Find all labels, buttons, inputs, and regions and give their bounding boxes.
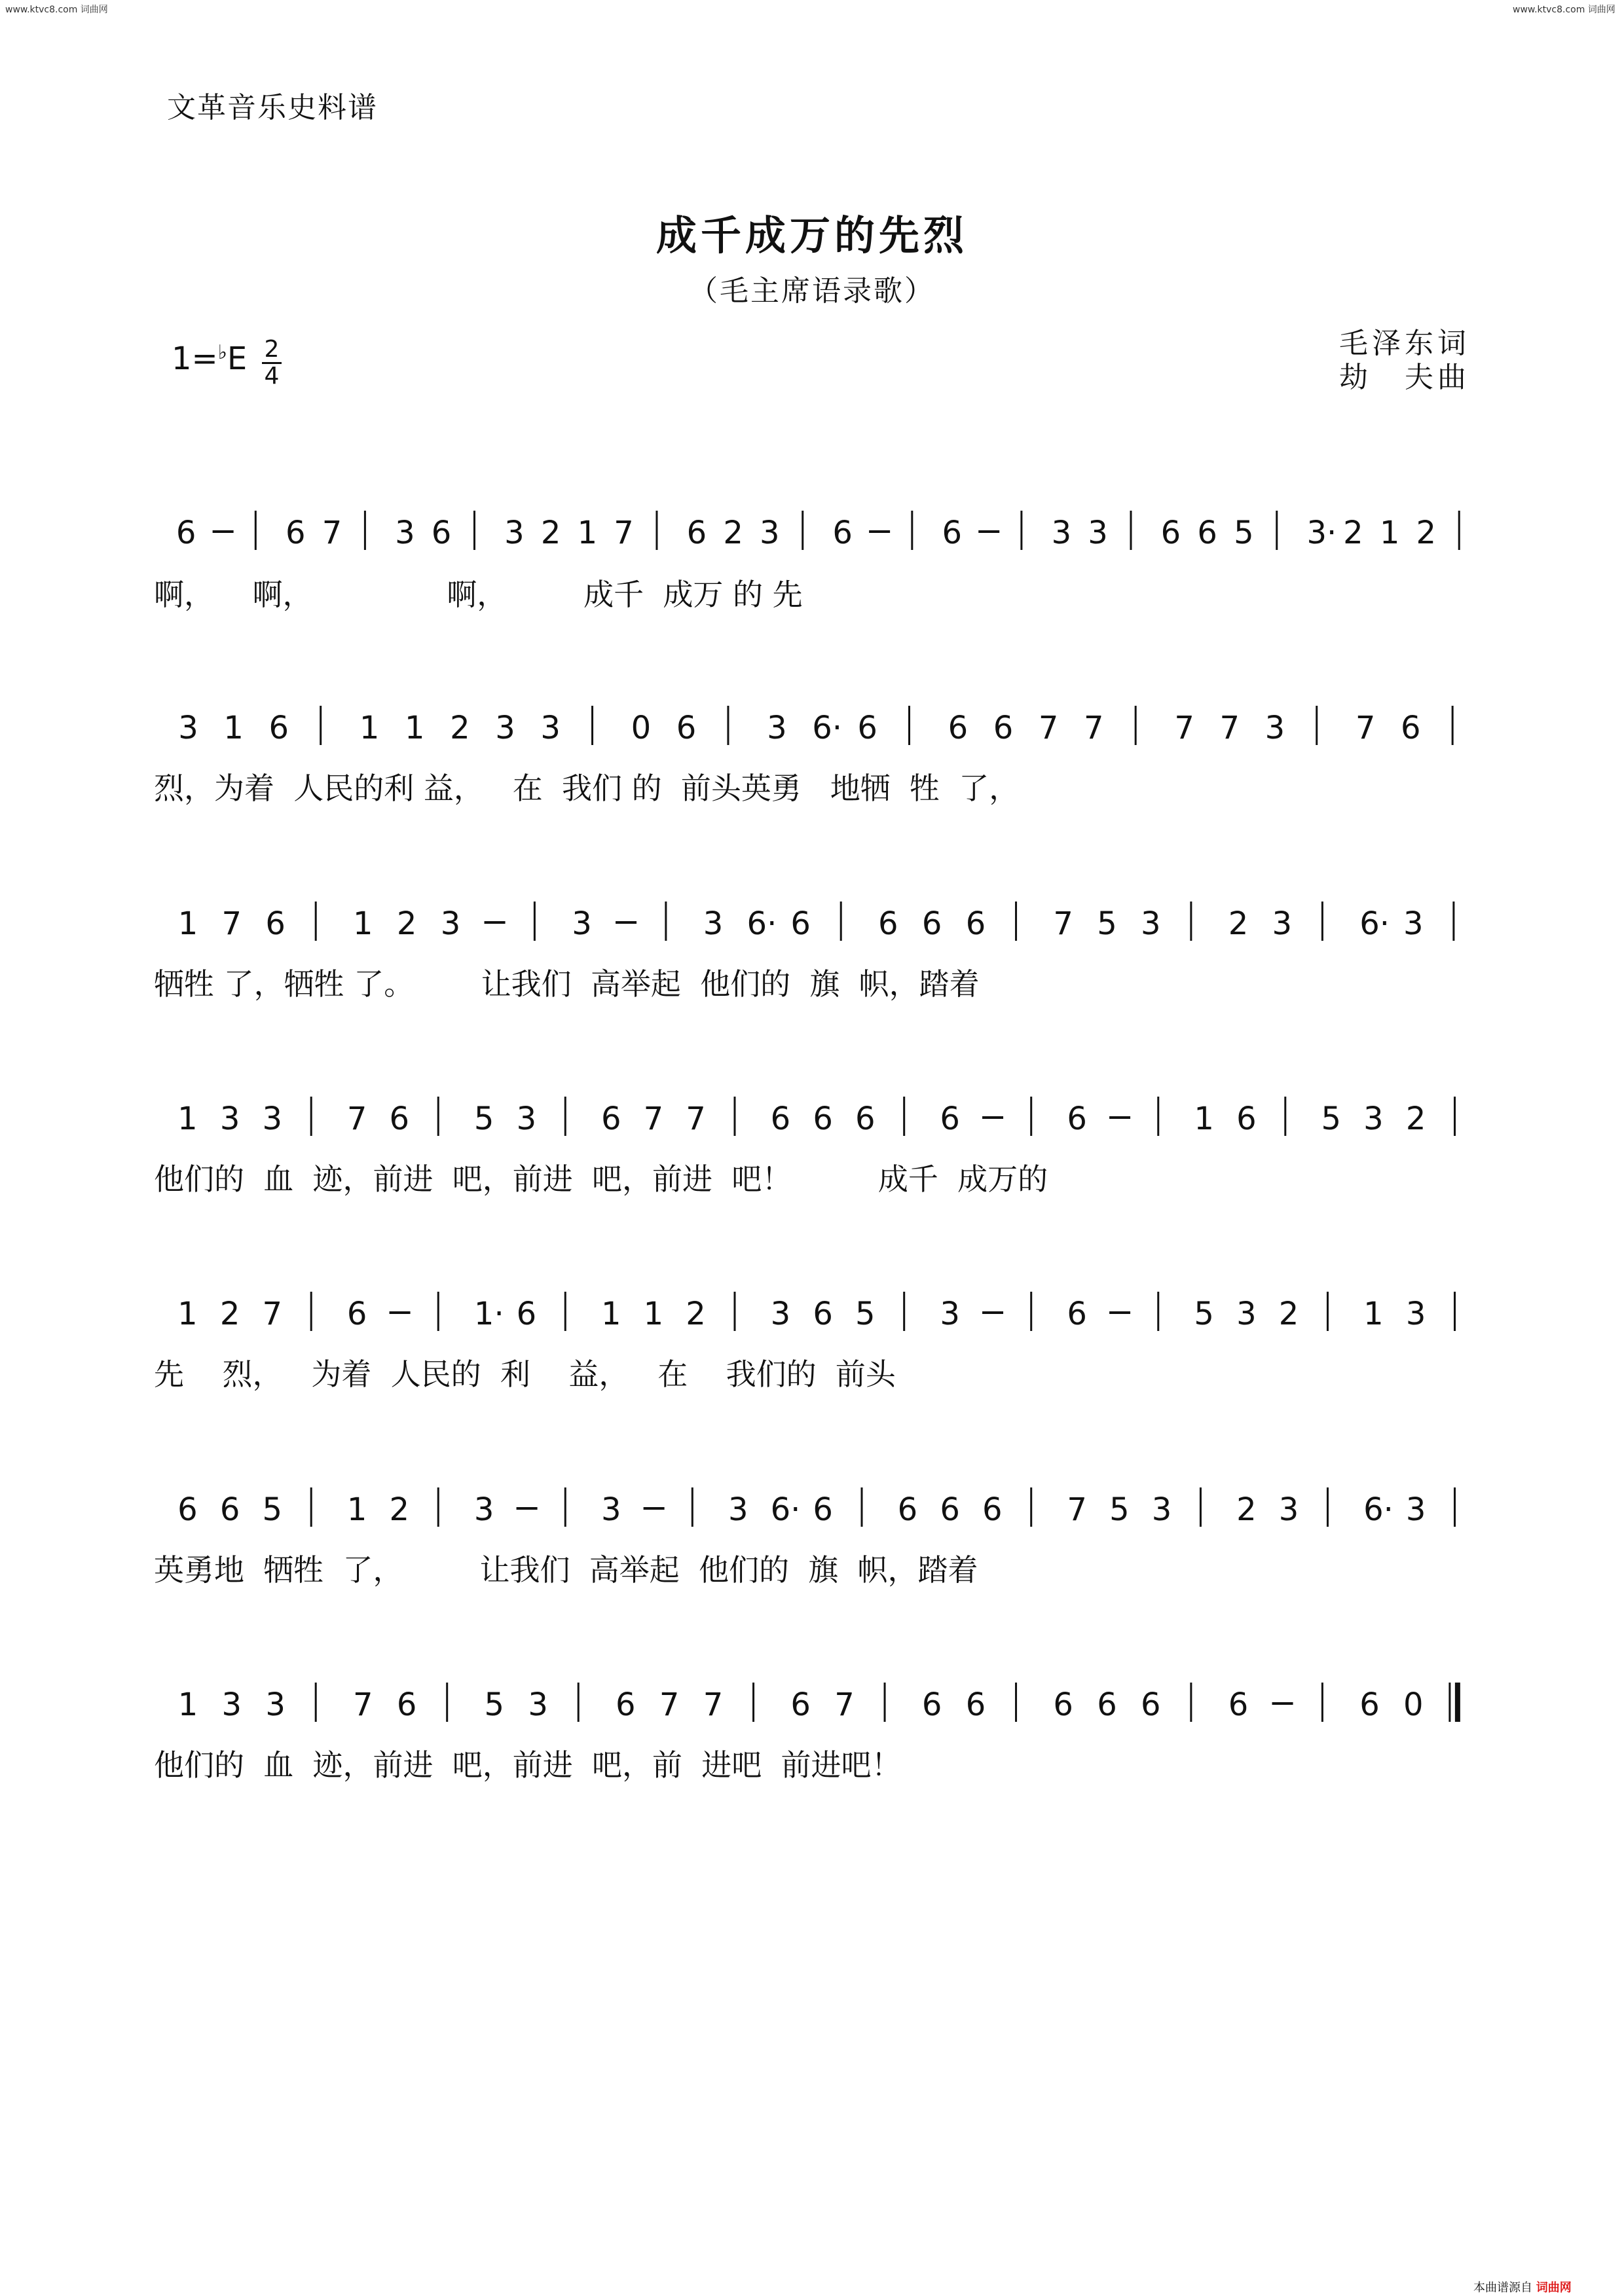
note: 2 bbox=[450, 710, 470, 746]
note: 2 bbox=[1228, 905, 1249, 942]
note: 2 bbox=[723, 515, 743, 551]
note: 6 bbox=[686, 515, 707, 551]
note: 6 bbox=[790, 1686, 811, 1723]
note: 1 bbox=[346, 1491, 367, 1528]
note: 3 bbox=[1405, 1296, 1426, 1332]
note: 6 bbox=[346, 1296, 367, 1332]
note: 5 bbox=[262, 1491, 283, 1528]
note: 7 bbox=[1053, 905, 1073, 942]
note: 1 bbox=[643, 1296, 664, 1332]
note: 2 bbox=[1405, 1101, 1426, 1137]
note: 6 bbox=[965, 905, 986, 942]
note: 6 bbox=[921, 1686, 942, 1723]
note: 3 bbox=[495, 710, 515, 746]
note: 3 bbox=[1363, 1101, 1384, 1137]
note: 3 bbox=[940, 1296, 960, 1332]
note: 6 bbox=[993, 710, 1014, 746]
note: 1 bbox=[223, 710, 244, 746]
note: 3 bbox=[1088, 515, 1108, 551]
time-sig-top: 2 bbox=[264, 336, 280, 363]
note: 3 bbox=[1264, 710, 1285, 746]
note: 6 bbox=[175, 515, 196, 551]
note: 1 bbox=[404, 710, 425, 746]
note: 7 bbox=[659, 1686, 680, 1723]
note: 6 bbox=[1053, 1686, 1073, 1723]
note: 6 bbox=[965, 1686, 986, 1723]
note: 3 bbox=[703, 905, 724, 942]
note: 6 bbox=[177, 1491, 198, 1528]
flat-icon: ♭ bbox=[217, 340, 227, 364]
note: 7 bbox=[1067, 1491, 1087, 1528]
note: 2 bbox=[686, 1296, 706, 1332]
note: 6· bbox=[747, 905, 777, 942]
note: 6 bbox=[616, 1686, 636, 1723]
note: 3 bbox=[760, 515, 780, 551]
note: 0 bbox=[631, 710, 652, 746]
note: 6 bbox=[813, 1296, 833, 1332]
note: 1 bbox=[177, 1686, 198, 1723]
note: 5 bbox=[1321, 1101, 1342, 1137]
note: 6 bbox=[942, 515, 963, 551]
note: 6 bbox=[813, 1491, 833, 1528]
composer-credit: 劫 夫曲 bbox=[1339, 361, 1470, 394]
note: 7 bbox=[703, 1686, 724, 1723]
note: 1 bbox=[359, 710, 380, 746]
note: 3 bbox=[600, 1491, 621, 1528]
footer-source-label: 本曲谱源自 bbox=[1473, 2281, 1532, 2295]
note: 6 bbox=[265, 905, 286, 942]
note: 7 bbox=[1174, 710, 1194, 746]
note: 7 bbox=[353, 1686, 373, 1723]
note: 7 bbox=[686, 1101, 706, 1137]
note: 6 bbox=[268, 710, 289, 746]
note: 6 bbox=[1097, 1686, 1117, 1723]
note: 3 bbox=[1272, 905, 1293, 942]
note: 5 bbox=[855, 1296, 876, 1332]
note: 6 bbox=[948, 710, 969, 746]
lyrics-line-3: 牺牲 了，牺牲 了。 让我们 高举起 他们的 旗 帜，踏着 bbox=[154, 966, 980, 1002]
lyrics-line-1: 啊， 啊， 啊， 成千 成万 的 先 bbox=[154, 577, 803, 612]
note: 7 bbox=[262, 1296, 283, 1332]
time-sig-bottom: 4 bbox=[264, 363, 280, 390]
note: 2 bbox=[389, 1491, 410, 1528]
lyrics-line-7: 他们的 血 迹，前进 吧，前进 吧，前 进吧 前进吧！ bbox=[154, 1747, 902, 1783]
note: 2 bbox=[1343, 515, 1363, 551]
note: 6 bbox=[516, 1296, 537, 1332]
note: 6 bbox=[878, 905, 898, 942]
corner-url-left: www.ktvc8.com 词曲网 bbox=[5, 5, 108, 15]
note: 6 bbox=[940, 1101, 960, 1137]
note: 7 bbox=[614, 515, 634, 551]
lyricist-credit: 毛泽东词 bbox=[1339, 327, 1470, 360]
note: 3 bbox=[1278, 1491, 1299, 1528]
note: 7 bbox=[834, 1686, 855, 1723]
note: 3 bbox=[219, 1101, 240, 1137]
note: 7 bbox=[1038, 710, 1059, 746]
note: 3 bbox=[1051, 515, 1072, 551]
note: 6 bbox=[1160, 515, 1181, 551]
note: 6 bbox=[219, 1491, 240, 1528]
note: 6 bbox=[600, 1101, 621, 1137]
note: 3· bbox=[1306, 515, 1337, 551]
note: 6· bbox=[1359, 905, 1390, 942]
note: 5 bbox=[1234, 515, 1254, 551]
note: 2 bbox=[396, 905, 417, 942]
note: 6 bbox=[855, 1101, 876, 1137]
note: 3 bbox=[1141, 905, 1161, 942]
note: 2 bbox=[540, 515, 561, 551]
note: 5 bbox=[1194, 1296, 1214, 1332]
note: 6 bbox=[1197, 515, 1217, 551]
note: 3 bbox=[770, 1296, 791, 1332]
note: 3 bbox=[540, 710, 561, 746]
note: 7 bbox=[1219, 710, 1240, 746]
note: 3 bbox=[1403, 905, 1424, 942]
lyrics-line-4: 他们的 血 迹，前进 吧，前进 吧，前进 吧！ 成千 成万的 bbox=[154, 1161, 1048, 1197]
note: 6 bbox=[389, 1101, 410, 1137]
note: 7 bbox=[346, 1101, 367, 1137]
note: 1 bbox=[177, 905, 198, 942]
note: 6· bbox=[1363, 1491, 1393, 1528]
note: 1 bbox=[1363, 1296, 1384, 1332]
note: 6· bbox=[770, 1491, 801, 1528]
note: 6 bbox=[1359, 1686, 1380, 1723]
note: 6 bbox=[431, 515, 452, 551]
corner-url-right: www.ktvc8.com 词曲网 bbox=[1513, 5, 1615, 15]
key-prefix: 1= bbox=[172, 340, 218, 377]
note: 6 bbox=[1067, 1101, 1087, 1137]
note: 6 bbox=[857, 710, 877, 746]
note: 5 bbox=[1097, 905, 1117, 942]
note: 6 bbox=[1401, 710, 1421, 746]
note: 3 bbox=[516, 1101, 537, 1137]
note: 6 bbox=[396, 1686, 417, 1723]
note: 3 bbox=[504, 515, 525, 551]
note: 6 bbox=[940, 1491, 960, 1528]
note: 3 bbox=[178, 710, 198, 746]
note: 3 bbox=[473, 1491, 494, 1528]
note: 6 bbox=[1141, 1686, 1161, 1723]
note: 6 bbox=[832, 515, 853, 551]
note: 1 bbox=[353, 905, 373, 942]
note: 6 bbox=[982, 1491, 1003, 1528]
note: 6 bbox=[1228, 1686, 1249, 1723]
note: 6 bbox=[1236, 1101, 1257, 1137]
note: 3 bbox=[395, 515, 415, 551]
note: 7 bbox=[221, 905, 242, 942]
note: 2 bbox=[1416, 515, 1437, 551]
note: 1 bbox=[577, 515, 598, 551]
note: 6 bbox=[1067, 1296, 1087, 1332]
note: 6· bbox=[812, 710, 843, 746]
song-subtitle: （毛主席语录歌） bbox=[689, 274, 935, 308]
note: 6 bbox=[676, 710, 697, 746]
note: 1 bbox=[600, 1296, 621, 1332]
note: 3 bbox=[728, 1491, 748, 1528]
note: 2 bbox=[1278, 1296, 1299, 1332]
note: 3 bbox=[1405, 1491, 1426, 1528]
note: 6 bbox=[897, 1491, 918, 1528]
footer-site-logo: 词曲网 bbox=[1536, 2281, 1572, 2295]
note: 6 bbox=[770, 1101, 791, 1137]
lyrics-line-6: 英勇地 牺牲 了， 让我们 高举起 他们的 旗 帜，踏着 bbox=[154, 1552, 978, 1588]
note: 5 bbox=[484, 1686, 505, 1723]
note: 6 bbox=[813, 1101, 833, 1137]
lyrics-line-5: 先 烈， 为着 人民的 利 益， 在 我们的 前头 bbox=[154, 1357, 896, 1392]
note: 3 bbox=[572, 905, 592, 942]
note: 7 bbox=[1084, 710, 1104, 746]
note: 5 bbox=[1109, 1491, 1130, 1528]
footer-source bbox=[1473, 2278, 1572, 2295]
note: 6 bbox=[921, 905, 942, 942]
key-note: E bbox=[227, 340, 248, 377]
note: 3 bbox=[440, 905, 461, 942]
note: 7 bbox=[643, 1101, 664, 1137]
note: 2 bbox=[219, 1296, 240, 1332]
note: 1 bbox=[177, 1101, 198, 1137]
note: 1 bbox=[1194, 1101, 1214, 1137]
note: 3 bbox=[265, 1686, 286, 1723]
note: 0 bbox=[1403, 1686, 1424, 1723]
note: 7 bbox=[1355, 710, 1376, 746]
note: 2 bbox=[1236, 1491, 1257, 1528]
note: 3 bbox=[1236, 1296, 1257, 1332]
note: 7 bbox=[322, 515, 342, 551]
note: 6 bbox=[286, 515, 306, 551]
note: 3 bbox=[767, 710, 787, 746]
lyrics-line-2: 烈，为着 人民的利 益， 在 我们 的 前头英勇 地牺 牲 了， bbox=[154, 771, 1020, 806]
note: 5 bbox=[473, 1101, 494, 1137]
note: 3 bbox=[528, 1686, 548, 1723]
collection-label: 文革音乐史料谱 bbox=[167, 91, 378, 124]
note: 3 bbox=[1151, 1491, 1172, 1528]
note: 1· bbox=[473, 1296, 504, 1332]
note: 1 bbox=[1379, 515, 1400, 551]
note: 3 bbox=[262, 1101, 283, 1137]
note: 6 bbox=[790, 905, 811, 942]
note: 1 bbox=[177, 1296, 198, 1332]
song-title: 成千成万的先烈 bbox=[655, 211, 968, 259]
note: 3 bbox=[221, 1686, 242, 1723]
